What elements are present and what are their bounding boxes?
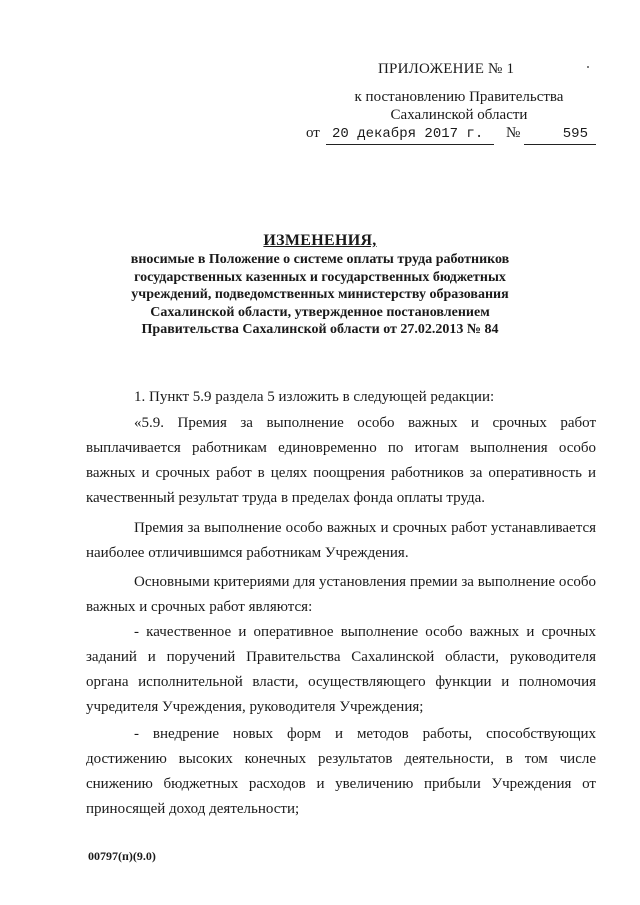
appendix-region: Сахалинской области <box>390 107 528 123</box>
subtitle-line: Правительства Сахалинской области от 27.02.2013 № 84 <box>141 322 499 338</box>
paragraph-3: Премия за выполнение особо важных и срочных работ устанавливается наиболее отличившимся работникам Учреждения. <box>86 520 596 561</box>
decree-date: 20 декабря 2017 г. <box>326 126 494 145</box>
subtitle-line: учреждений, подведомственных министерству образования <box>131 287 509 303</box>
appendix-title: ПРИЛОЖЕНИЕ № 1 <box>378 61 515 77</box>
footer-code: 00797(п)(9.0) <box>88 849 156 863</box>
appendix-to-decree: к постановлению Правительства <box>354 89 564 105</box>
paragraph-2: «5.9. Премия за выполнение особо важных и срочных работ выплачивается работникам единовременно по итогам выполнения особо важных и срочных работ в целях поощрения работников за оперативность и качественный результат труда в пределах фонда оплаты труда. <box>86 415 596 506</box>
paragraph-5: - качественное и оперативное выполнение особо важных и срочных заданий и поручений Правительства Сахалинской области, руководителя органа исполнительной власти, осуществляющего функции и полномочия учредителя Учреждения, руководителя Учреждения; <box>86 624 596 715</box>
subtitle-line: вносимые в Положение о системе оплаты труда работников <box>130 252 510 267</box>
paragraph-1: 1. Пункт 5.9 раздела 5 изложить в следующей редакции: <box>134 389 495 405</box>
paragraph-6: - внедрение новых форм и методов работы, способствующих достижению высоких конечных результатов деятельности, в том числе снижению бюджетных расходов и увеличению прибыли Учреждения от приносящей доход деятельности; <box>86 726 596 817</box>
document-title: ИЗМЕНЕНИЯ, <box>263 232 377 249</box>
paragraph-4: Основными критериями для установления премии за выполнение особо важных и срочных работ являются: <box>86 574 596 615</box>
subtitle-line: Сахалинской области, утвержденное постановлением <box>150 304 490 320</box>
scan-speck <box>587 66 589 68</box>
number-label: № <box>506 125 521 141</box>
subtitle-line: государственных казенных и государственных бюджетных <box>134 269 506 285</box>
decree-number: 595 <box>524 126 596 145</box>
document-subtitle <box>100 251 540 339</box>
from-label: от <box>306 125 320 141</box>
